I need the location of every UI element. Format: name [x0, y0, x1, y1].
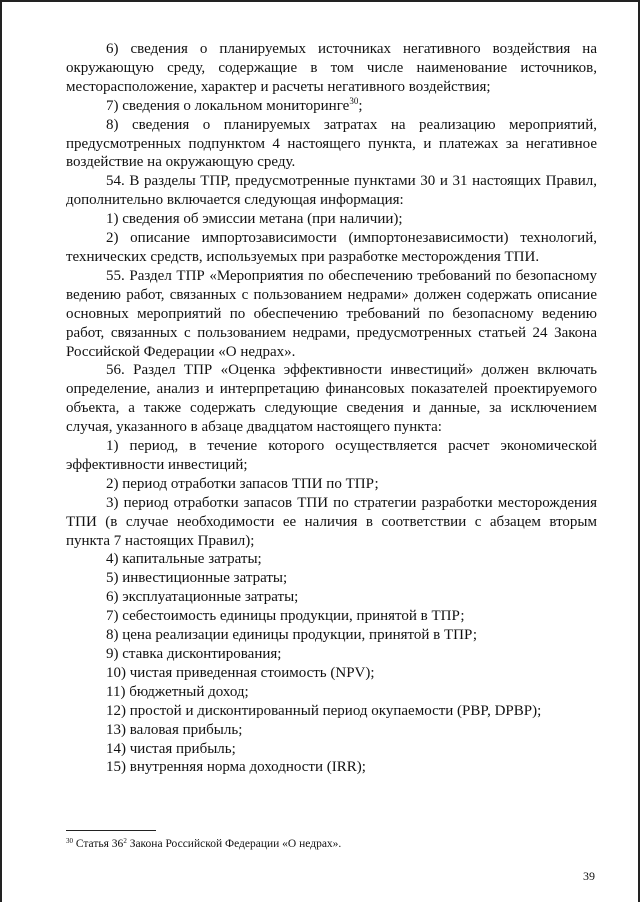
paragraph: 14) чистая прибыль; — [106, 740, 236, 757]
paragraph: 1) период, в течение которого осуществляется расчет экономической эффективности инвестиций; — [66, 438, 597, 473]
footnote-text-before: Статья 36 — [73, 838, 124, 850]
footnote-superscript: 2 — [123, 837, 127, 845]
footnote — [66, 838, 586, 850]
scan-edge-left — [0, 0, 2, 902]
paragraph: 56. Раздел ТПР «Оценка эффективности инвестиций» должен включать определение, анализ и интерпретацию финансовых показателей проектируемого объекта, а также содержать следующие сведения и данные, за исключением случая, указанного в абзаце двадцатом настоящего пункта: — [66, 362, 597, 436]
paragraph: 3) период отработки запасов ТПИ по стратегии разработки месторождения ТПИ (в случае необходимости ее наличия в соответствии с абзацем вторым пункта 7 настоящих Правил); — [66, 494, 597, 549]
paragraph-suffix: ; — [358, 97, 363, 114]
footnote-reference: 30 — [349, 95, 359, 106]
footnote-marker: 30 — [66, 837, 73, 845]
paragraph: 15) внутренняя норма доходности (IRR); — [106, 759, 366, 776]
paragraph: 6) сведения о планируемых источниках негативного воздействия на окружающую среду, содержащие в том числе наименование источников, месторасположение, характер и расчеты негативного воздействия; — [66, 41, 597, 95]
paragraph: 2) описание импортозависимости (импортонезависимости) технологий, технических средств, используемых при разработке месторождения ТПИ. — [66, 230, 597, 265]
body-text — [66, 40, 597, 777]
paragraph: 11) бюджетный доход; — [106, 683, 249, 700]
footnote-separator — [66, 830, 156, 831]
paragraph-monitoring — [66, 97, 597, 116]
paragraph: 5) инвестиционные затраты; — [106, 570, 288, 587]
paragraph: 13) валовая прибыль; — [106, 721, 243, 738]
paragraph: 6) эксплуатационные затраты; — [106, 589, 299, 606]
paragraph-text: 7) сведения о локальном мониторинге — [106, 97, 350, 114]
paragraph: 8) цена реализации единицы продукции, принятой в ТПР; — [106, 627, 478, 644]
footnote-text-after: Закона Российской Федерации «О недрах». — [126, 838, 342, 850]
paragraph: 4) капитальные затраты; — [106, 551, 262, 568]
scan-edge-top — [0, 0, 640, 2]
paragraph: 8) сведения о планируемых затратах на реализацию мероприятий, предусмотренных подпунктом 4 настоящего пункта, и платежах за негативное воздействие на окружающую среду. — [66, 116, 597, 171]
paragraph: 7) себестоимость единицы продукции, принятой в ТПР; — [106, 608, 465, 625]
paragraph: 1) сведения об эмиссии метана (при наличии); — [106, 211, 403, 228]
paragraph: 10) чистая приведенная стоимость (NPV); — [106, 664, 375, 681]
page-number: 39 — [583, 869, 595, 883]
paragraph: 2) период отработки запасов ТПИ по ТПР; — [106, 475, 379, 492]
paragraph: 55. Раздел ТПР «Мероприятия по обеспечению требований по безопасному ведению работ, связанных с пользованием недрами» должен содержать описание основных мероприятий по обеспечению требований по безопасному ведению работ, связанных с пользованием недрами, предусмотренных статьей 24 Закона Российской Федерации «О недрах». — [66, 267, 597, 360]
paragraph: 9) ставка дисконтирования; — [106, 646, 282, 662]
paragraph: 12) простой и дисконтированный период окупаемости (PBP, DPBP); — [106, 702, 542, 719]
paragraph: 54. В разделы ТПР, предусмотренные пунктами 30 и 31 настоящих Правил, дополнительно включается следующая информация: — [66, 173, 597, 209]
